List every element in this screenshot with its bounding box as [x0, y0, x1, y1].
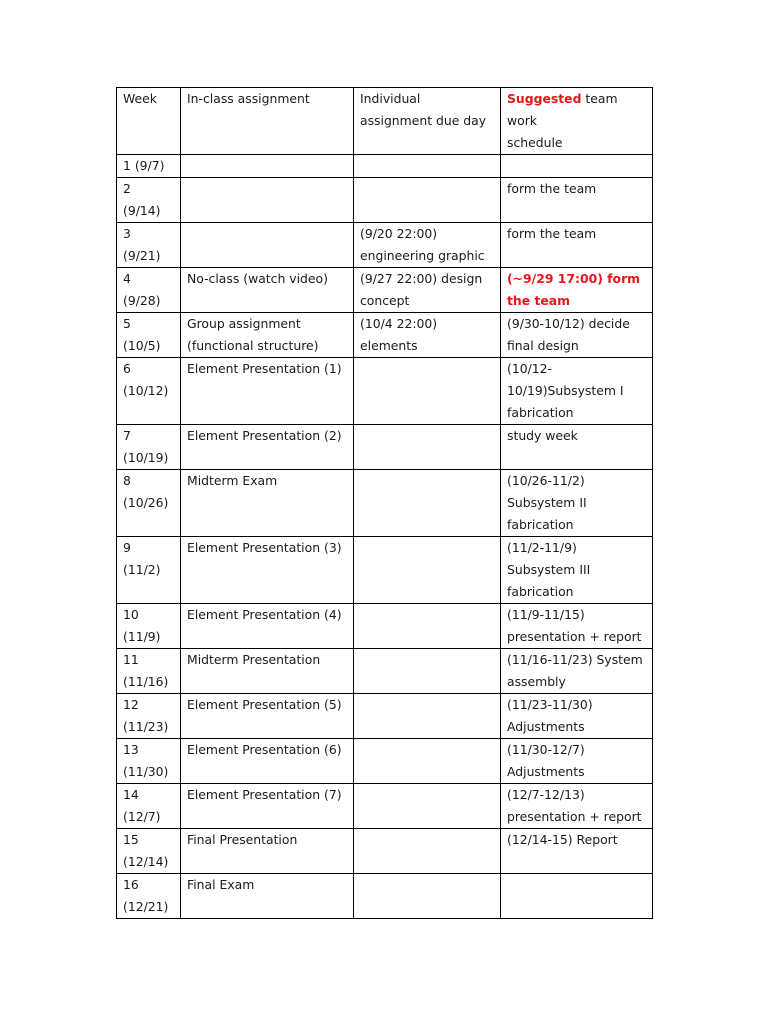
- cell-week-text: 15 (12/14): [123, 832, 169, 869]
- cell-individual: [354, 604, 501, 649]
- header-in-class-label: In-class assignment: [187, 91, 310, 106]
- cell-individual-text: (9/27 22:00) design concept: [360, 271, 483, 308]
- schedule-table: [116, 87, 653, 919]
- cell-team: [501, 604, 653, 649]
- table-row: [117, 649, 653, 694]
- cell-week: [117, 537, 181, 604]
- cell-individual-text: (10/4 22:00) elements: [360, 316, 438, 353]
- cell-individual: [354, 178, 501, 223]
- cell-week-text: 8 (10/26): [123, 473, 169, 510]
- table-row: [117, 829, 653, 874]
- header-in-class: [181, 88, 354, 155]
- cell-week: [117, 649, 181, 694]
- cell-team-text: (11/9-11/15) presentation + report: [507, 607, 642, 644]
- cell-week: [117, 874, 181, 919]
- cell-in-class-text: Midterm Exam: [187, 473, 278, 488]
- cell-in-class: [181, 537, 354, 604]
- cell-in-class-text: Group assignment (functional structure): [187, 316, 319, 353]
- cell-in-class-text: Final Presentation: [187, 832, 298, 847]
- cell-week: [117, 470, 181, 537]
- header-team: [501, 88, 653, 155]
- cell-week-text: 7 (10/19): [123, 428, 169, 465]
- header-team-highlight: Suggested: [507, 91, 582, 106]
- cell-week-text: 1 (9/7): [123, 158, 165, 173]
- cell-in-class: [181, 784, 354, 829]
- cell-individual: [354, 784, 501, 829]
- cell-week: [117, 155, 181, 178]
- cell-in-class: [181, 358, 354, 425]
- cell-week: [117, 313, 181, 358]
- table-row: [117, 268, 653, 313]
- cell-in-class: [181, 829, 354, 874]
- header-individual: [354, 88, 501, 155]
- cell-team: [501, 874, 653, 919]
- cell-individual: [354, 739, 501, 784]
- cell-week-text: 2 (9/14): [123, 181, 161, 218]
- cell-week-text: 13 (11/30): [123, 742, 169, 779]
- cell-team: [501, 425, 653, 470]
- cell-in-class: [181, 268, 354, 313]
- cell-week: [117, 223, 181, 268]
- cell-team-text: (11/30-12/7) Adjustments: [507, 742, 585, 779]
- table-row: [117, 537, 653, 604]
- cell-week-text: 4 (9/28): [123, 271, 161, 308]
- cell-in-class-text: Final Exam: [187, 877, 255, 892]
- cell-team-text: (11/2-11/9) Subsystem III fabrication: [507, 540, 591, 599]
- cell-team: [501, 178, 653, 223]
- cell-week: [117, 739, 181, 784]
- cell-in-class: [181, 425, 354, 470]
- cell-team: [501, 313, 653, 358]
- cell-team: [501, 649, 653, 694]
- cell-in-class: [181, 223, 354, 268]
- cell-in-class: [181, 155, 354, 178]
- header-team-label: team work schedule: [507, 91, 618, 150]
- cell-team: [501, 739, 653, 784]
- cell-week: [117, 784, 181, 829]
- cell-in-class-text: Element Presentation (5): [187, 697, 342, 712]
- cell-individual: [354, 649, 501, 694]
- table-row: [117, 155, 653, 178]
- cell-individual: [354, 470, 501, 537]
- cell-in-class-text: Element Presentation (7): [187, 787, 342, 802]
- table-row: [117, 470, 653, 537]
- table-row: [117, 874, 653, 919]
- cell-individual: [354, 829, 501, 874]
- cell-week-text: 9 (11/2): [123, 540, 161, 577]
- cell-in-class-text: Element Presentation (1): [187, 361, 342, 376]
- cell-week-text: 10 (11/9): [123, 607, 161, 644]
- cell-week-text: 11 (11/16): [123, 652, 169, 689]
- cell-individual: [354, 223, 501, 268]
- header-individual-label: Individual assignment due day: [360, 91, 487, 128]
- cell-in-class-text: Element Presentation (3): [187, 540, 342, 555]
- cell-team: [501, 470, 653, 537]
- cell-individual: [354, 694, 501, 739]
- cell-team: [501, 829, 653, 874]
- cell-week-text: 3 (9/21): [123, 226, 161, 263]
- cell-week-text: 12 (11/23): [123, 697, 169, 734]
- cell-in-class-text: Element Presentation (2): [187, 428, 342, 443]
- cell-in-class-text: Element Presentation (6): [187, 742, 342, 757]
- cell-team-text: (12/14-15) Report: [507, 832, 618, 847]
- table-header-row: [117, 88, 653, 155]
- cell-team: [501, 155, 653, 178]
- header-week-label: Week: [123, 91, 157, 106]
- cell-in-class: [181, 694, 354, 739]
- cell-in-class: [181, 470, 354, 537]
- cell-week-text: 14 (12/7): [123, 787, 161, 824]
- cell-team-text: (9/30-10/12) decide final design: [507, 316, 630, 353]
- cell-individual: [354, 425, 501, 470]
- cell-team-text: (12/7-12/13) presentation + report: [507, 787, 642, 824]
- table-row: [117, 784, 653, 829]
- cell-team-text: (~9/29 17:00) form the team: [507, 271, 641, 308]
- table-row: [117, 739, 653, 784]
- cell-team-text: (10/12- 10/19)Subsystem I fabrication: [507, 361, 624, 420]
- cell-individual: [354, 268, 501, 313]
- cell-team-text: form the team: [507, 181, 597, 196]
- cell-in-class: [181, 604, 354, 649]
- cell-team-text: study week: [507, 428, 578, 443]
- cell-team: [501, 223, 653, 268]
- cell-in-class: [181, 739, 354, 784]
- cell-week: [117, 268, 181, 313]
- cell-individual-text: (9/20 22:00) engineering graphic: [360, 226, 485, 263]
- cell-in-class-text: No-class (watch video): [187, 271, 328, 286]
- table-row: [117, 223, 653, 268]
- cell-in-class: [181, 874, 354, 919]
- cell-team: [501, 268, 653, 313]
- cell-in-class: [181, 178, 354, 223]
- cell-team: [501, 784, 653, 829]
- cell-week: [117, 358, 181, 425]
- table-row: [117, 694, 653, 739]
- table-row: [117, 425, 653, 470]
- cell-individual: [354, 874, 501, 919]
- cell-individual: [354, 155, 501, 178]
- table-row: [117, 313, 653, 358]
- cell-in-class-text: Element Presentation (4): [187, 607, 342, 622]
- cell-week-text: 16 (12/21): [123, 877, 169, 914]
- cell-team-text: (11/23-11/30) Adjustments: [507, 697, 593, 734]
- cell-team: [501, 358, 653, 425]
- cell-team-text: form the team: [507, 226, 597, 241]
- cell-in-class: [181, 313, 354, 358]
- cell-week: [117, 694, 181, 739]
- schedule-table-body: [117, 88, 653, 919]
- cell-team-text: (10/26-11/2) Subsystem II fabrication: [507, 473, 587, 532]
- cell-team-text: (11/16-11/23) System assembly: [507, 652, 643, 689]
- cell-team: [501, 694, 653, 739]
- cell-week-text: 6 (10/12): [123, 361, 169, 398]
- table-row: [117, 358, 653, 425]
- table-row: [117, 178, 653, 223]
- table-row: [117, 604, 653, 649]
- cell-individual: [354, 358, 501, 425]
- cell-individual: [354, 313, 501, 358]
- cell-in-class-text: Midterm Presentation: [187, 652, 321, 667]
- cell-individual: [354, 537, 501, 604]
- cell-week-text: 5 (10/5): [123, 316, 161, 353]
- cell-week: [117, 604, 181, 649]
- cell-week: [117, 425, 181, 470]
- cell-team: [501, 537, 653, 604]
- cell-in-class: [181, 649, 354, 694]
- cell-week: [117, 829, 181, 874]
- header-week: [117, 88, 181, 155]
- cell-week: [117, 178, 181, 223]
